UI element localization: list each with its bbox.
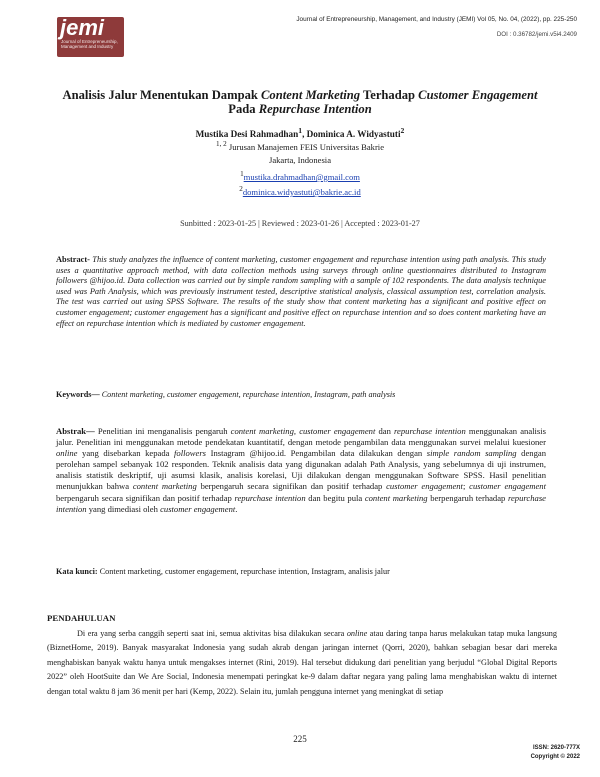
affiliation-city: Jakarta, Indonesia (268, 155, 332, 165)
author-name: Dominica A. Widyastuti (306, 129, 401, 140)
paper-title: Analisis Jalur Menentukan Dampak Content Marketing Terhadap Customer Engagement Pada Repurchase Intention (62, 88, 538, 116)
email-link: mustika.drahmadhan@gmail.com (243, 171, 360, 182)
doi: DOI : 0.36782/jemi.v5i4.2409 (496, 31, 577, 38)
authors: Mustika Desi Rahmadhan$^1$, Dominica A. Widyastuti$^2$ (195, 126, 405, 140)
section-heading: PENDAHULUAN (47, 613, 116, 623)
page-number: 225 (293, 734, 307, 744)
email-link: dominica.widyastuti@bakrie.ac.id (242, 186, 361, 197)
keywords-indonesian: Kata kunci: Content marketing, customer engagement, repurchase intention, Instagram, analisis jalur (56, 567, 390, 576)
issn-block: ISSN: 2620-777X Copyright © 2022 (530, 745, 580, 760)
logo-subtitle: Journal of Entrepreneurship, Management and Industry (61, 39, 118, 49)
abstract-english: Abstract- This study analyzes the influence of content marketing, customer engagement and repurchase intention using path analysis. This study uses a quantitative approach method, with data collection methods using surveys through online questionnaires distributed to Instagram followers @hijoo.id. Data collection was carried out by simple random sampling with a sample of 102 respondents. The data analysis technique used was Path Analysis, which was previously instrument tested, descriptive statistical analysis, classical assumption test, correlation analysis. The test was carried out using SPSS Software. The results of the study show that content marketing has a significant and positive effect on customer engagement; customer engagement has a significant and positive effect on repurchase intention and so does content marketing have an effect on repurchase intention which is mediated by customer engagement. (56, 255, 546, 328)
keywords-english: Keywords— Content marketing, customer engagement, repurchase intention, Instagram, path analysis (56, 390, 396, 399)
logo-text: jemi (60, 17, 105, 40)
author-name: Mustika Desi Rahmadhan (195, 129, 299, 140)
abstract-indonesian: Abstrak— Penelitian ini menganalisis pengaruh content marketing, customer engagement dan repurchase intention menggunakan analisis jalur. Penelitian ini menggunakan metode pendekatan kuantitatif, dengan metode pengambilan data menggunakan survei melalui kuesioner online yang disebarkan kepada followers Instagram @hijoo.id. Pengambilan data dilakukan dengan simple random sampling dengan perolehan sampel sebanyak 102 responden. Teknik analisis data yang digunakan adalah Path Analysis, yang sebelumnya di uji instrumen, analisis statistik deskriptif, uji asumsi klasik, analisis korelasi, Uji dilakukan dengan menggunakan Software SPSS. Hasil penelitian menunjukkan bahwa content marketing berpengaruh secara signifikan dan positif terhadap customer engagement; customer engagement berpengaruh secara signifikan dan positif terhadap repurchase intention dan begitu pula content marketing berpengaruh terhadap repurchase intention yang dimediasi oleh customer engagement. (56, 426, 546, 514)
submission-dates: Sunbitted : 2023-01-25 | Reviewed : 2023-01-26 | Accepted : 2023-01-27 (180, 219, 420, 228)
abstract-label: Abstract- (56, 255, 90, 264)
affiliation-dept: $^{1, 2}$ Jurusan Manajemen FEIS Universitas Bakrie (215, 140, 385, 152)
journal-citation: Journal of Entrepreneurship, Management, and Industry (JEMI) Vol 05, No. 04, (2022), pp. 225-250 (296, 16, 577, 23)
body-paragraph: Di era yang serba canggih seperti saat ini, semua aktivitas bisa dilakukan secara online atau daring tanpa harus melakukan tatap muka langsung (BiznetHome, 2019). Banyak masyarakat Indonesia yang sudah akrab dengan jaringan internet (Qorri, 2020), bahkan sebagian besar dari mereka menghabiskan banyak waktu hanya untuk mengakses internet (Rini, 2019). Hal tersebut didukung dari penelitian yang berjudul “Global Digital Reports 2022” oleh HootSuite dan We Are Social, Indonesia menempati peringkat ke-9 dalam daftar negara yang paling lama menghabiskan waktu di internet dengan total waktu 8 jam 36 menit per hari (Kemp, 2022). Selain itu, jumlah pengguna internet yang meningkat di setiap (47, 629, 557, 696)
email-1[interactable]: $^1$mustika.drahmadhan@gmail.com (240, 170, 360, 182)
journal-logo (57, 17, 124, 57)
email-2[interactable]: $^2$dominica.widyastuti@bakrie.ac.id (239, 185, 361, 197)
